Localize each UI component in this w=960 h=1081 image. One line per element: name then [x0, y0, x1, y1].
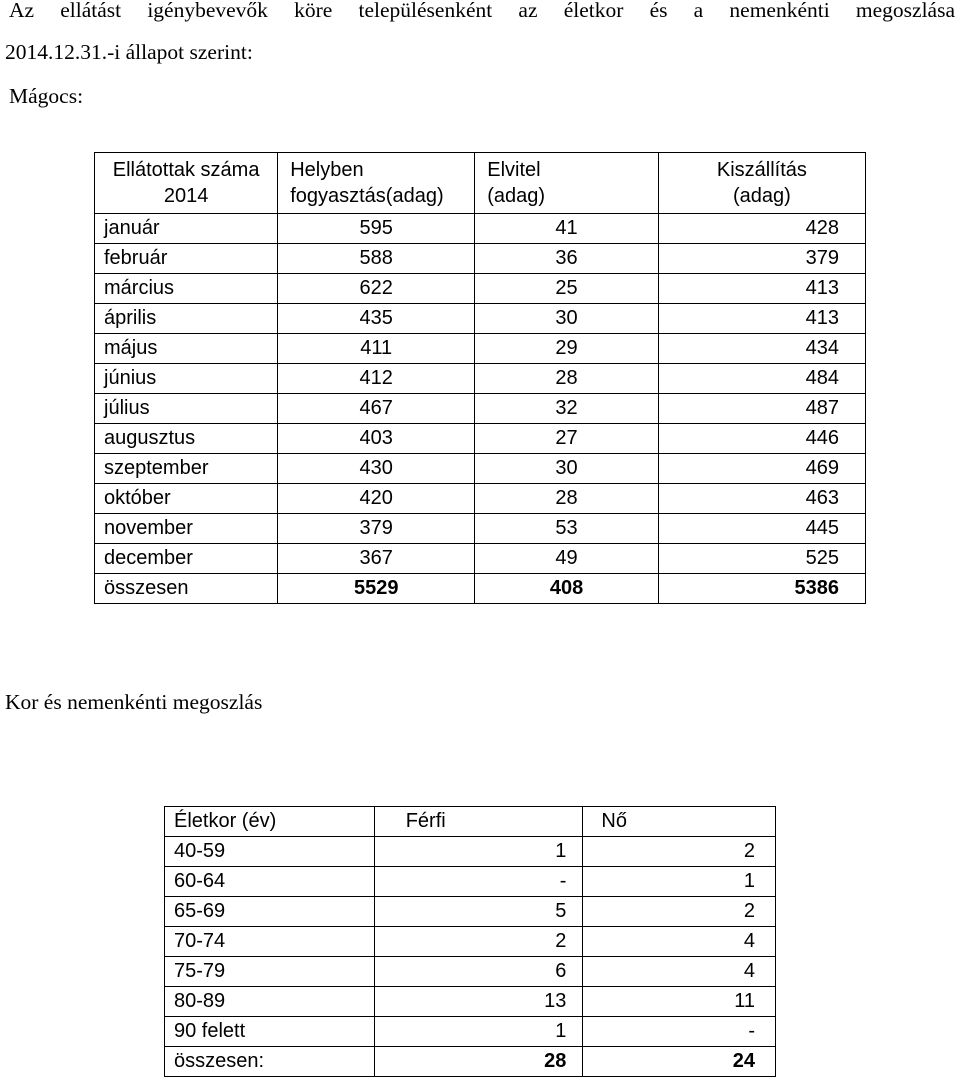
table-row	[95, 544, 866, 574]
table-cell: 11	[583, 987, 776, 1017]
header-cell-male: Férfi	[374, 807, 583, 837]
table-cell: 53	[475, 514, 659, 544]
table-cell: január	[95, 214, 278, 244]
header-line: 2014	[163, 185, 209, 207]
age-header-row	[165, 807, 776, 837]
table-cell: 403	[278, 424, 475, 454]
header-cell-age: Életkor (év)	[165, 807, 375, 837]
total-cell: 5529	[278, 574, 475, 604]
table-cell: 28	[475, 484, 659, 514]
total-cell: 24	[583, 1047, 776, 1077]
header-line: Kiszállítás	[716, 159, 807, 181]
table-cell: 445	[658, 514, 865, 544]
table-cell: 40-59	[165, 837, 375, 867]
table-cell: 5	[374, 897, 583, 927]
table-cell: 30	[475, 454, 659, 484]
table-cell: 36	[475, 244, 659, 274]
header-cell-female: Nő	[583, 807, 776, 837]
table-cell: november	[95, 514, 278, 544]
table-cell: -	[583, 1017, 776, 1047]
table-row	[165, 987, 776, 1017]
intro-heading: Az ellátást igénybevevők köre településenként az életkor és a nemenkénti megoszlása	[9, 0, 955, 22]
total-cell: összesen	[95, 574, 278, 604]
table-cell: 70-74	[165, 927, 375, 957]
table-row	[95, 424, 866, 454]
table-cell: 49	[475, 544, 659, 574]
total-row	[95, 574, 866, 604]
table-cell: 60-64	[165, 867, 375, 897]
meals-header-row	[95, 153, 866, 214]
table-cell: 1	[374, 837, 583, 867]
header-cell-recipients	[95, 153, 278, 214]
table-cell: március	[95, 274, 278, 304]
total-cell: összesen:	[165, 1047, 375, 1077]
table-cell: 412	[278, 364, 475, 394]
table-row	[165, 927, 776, 957]
table-cell: 379	[658, 244, 865, 274]
table-cell: 1	[583, 867, 776, 897]
table-cell: 469	[658, 454, 865, 484]
table-cell: 379	[278, 514, 475, 544]
table-cell: 411	[278, 334, 475, 364]
table-cell: szeptember	[95, 454, 278, 484]
table-cell: 467	[278, 394, 475, 424]
table-cell: 4	[583, 957, 776, 987]
table-row	[95, 514, 866, 544]
header-line: Ellátottak száma	[112, 159, 260, 181]
table-cell: -	[374, 867, 583, 897]
table-cell: 430	[278, 454, 475, 484]
total-row	[165, 1047, 776, 1077]
header-line: (adag)	[487, 185, 546, 207]
table-cell: 367	[278, 544, 475, 574]
table-cell: június	[95, 364, 278, 394]
table-cell: december	[95, 544, 278, 574]
header-line: fogyasztás(adag)	[290, 185, 444, 207]
table-cell: 27	[475, 424, 659, 454]
table-cell: július	[95, 394, 278, 424]
table-cell: 446	[658, 424, 865, 454]
table-cell: 90 felett	[165, 1017, 375, 1047]
table-cell: 29	[475, 334, 659, 364]
table-cell: 30	[475, 304, 659, 334]
total-cell: 5386	[658, 574, 865, 604]
table-row	[165, 867, 776, 897]
table-cell: május	[95, 334, 278, 364]
table-row	[165, 897, 776, 927]
table-cell: 65-69	[165, 897, 375, 927]
header-cell-takeaway	[475, 153, 659, 214]
table-cell: 2	[374, 927, 583, 957]
table-cell: 428	[658, 214, 865, 244]
table-cell: 487	[658, 394, 865, 424]
table-cell: 1	[374, 1017, 583, 1047]
age-gender-table	[164, 806, 776, 1077]
table-cell: 463	[658, 484, 865, 514]
table-row	[95, 484, 866, 514]
table-row	[165, 957, 776, 987]
intro-date: 2014.12.31.-i állapot szerint:	[5, 40, 253, 64]
table-cell: 32	[475, 394, 659, 424]
table-row	[95, 364, 866, 394]
table-row	[95, 454, 866, 484]
table-row	[95, 394, 866, 424]
table-cell: 588	[278, 244, 475, 274]
table-row	[165, 1017, 776, 1047]
table-cell: 420	[278, 484, 475, 514]
table-cell: 525	[658, 544, 865, 574]
table-cell: 28	[475, 364, 659, 394]
table-cell: április	[95, 304, 278, 334]
header-cell-delivery	[658, 153, 865, 214]
table-cell: 413	[658, 304, 865, 334]
table-cell: 6	[374, 957, 583, 987]
total-cell: 408	[475, 574, 659, 604]
table-cell: 80-89	[165, 987, 375, 1017]
table-row	[95, 214, 866, 244]
table-cell: 41	[475, 214, 659, 244]
table-row	[165, 837, 776, 867]
header-line: Helyben	[290, 159, 364, 181]
header-line: Elvitel	[487, 159, 541, 181]
table-cell: augusztus	[95, 424, 278, 454]
table-cell: 435	[278, 304, 475, 334]
table-cell: 13	[374, 987, 583, 1017]
table-cell: 434	[658, 334, 865, 364]
table-cell: 75-79	[165, 957, 375, 987]
table-cell: 2	[583, 897, 776, 927]
table-cell: 25	[475, 274, 659, 304]
town-name: Mágocs:	[9, 84, 84, 108]
header-line: (adag)	[733, 185, 791, 207]
table-row	[95, 244, 866, 274]
table-row	[95, 334, 866, 364]
header-cell-local	[278, 153, 475, 214]
meals-table	[94, 152, 866, 604]
table-cell: 4	[583, 927, 776, 957]
table-cell: február	[95, 244, 278, 274]
table-cell: 2	[583, 837, 776, 867]
table-cell: 595	[278, 214, 475, 244]
table-row	[95, 274, 866, 304]
table-cell: 484	[658, 364, 865, 394]
table-cell: 413	[658, 274, 865, 304]
age-section-title: Kor és nemenkénti megoszlás	[5, 690, 263, 714]
table-cell: 622	[278, 274, 475, 304]
table-row	[95, 304, 866, 334]
total-cell: 28	[374, 1047, 583, 1077]
table-cell: október	[95, 484, 278, 514]
